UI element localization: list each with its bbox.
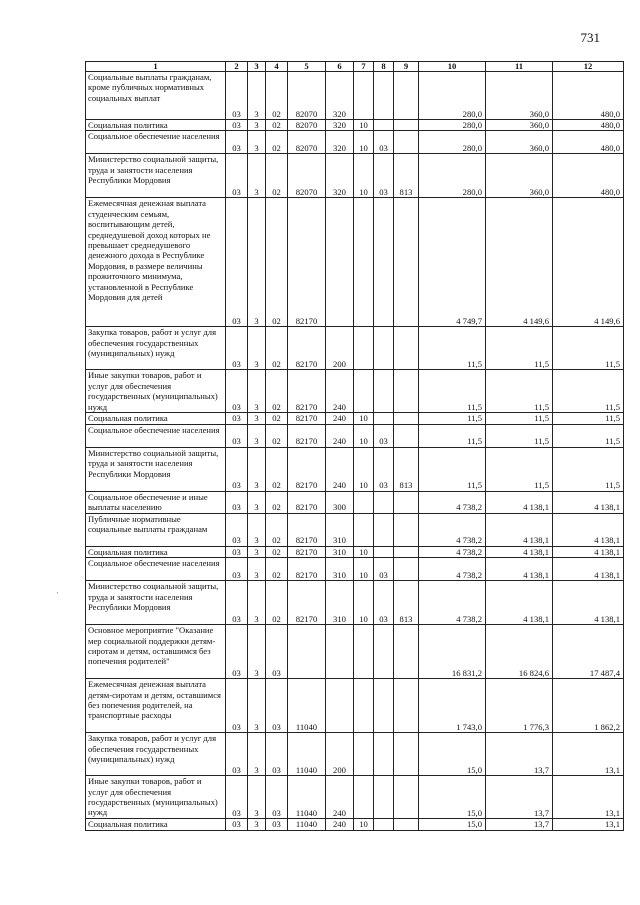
budget-table: [85, 61, 624, 831]
amount-year-1: 16 831,2: [419, 625, 486, 679]
code-section: [354, 513, 374, 546]
code-subsection: [374, 513, 394, 546]
table-row: [86, 327, 624, 370]
code-subsection: [374, 625, 394, 679]
code-department: [394, 625, 419, 679]
code-subprogram: 03: [266, 819, 288, 830]
code-subprogram: 02: [266, 513, 288, 546]
code-subprogram: 02: [266, 558, 288, 581]
code-section: 10: [354, 447, 374, 491]
table-row: [86, 72, 624, 120]
code-direction: 82170: [288, 546, 326, 557]
code-subprogram: 03: [266, 776, 288, 819]
row-name: Министерство социальной защиты, труда и занятости населения Республики Мордовия: [86, 154, 226, 198]
code-ministry: 03: [226, 131, 248, 154]
code-expense-type: [326, 198, 354, 327]
row-name: Иные закупки товаров, работ и услуг для обеспечения государственных (муниципальных) нужд: [86, 776, 226, 819]
amount-year-3: 13,1: [553, 776, 624, 819]
amount-year-2: 1 776,3: [486, 679, 553, 733]
amount-year-3: 11,5: [553, 447, 624, 491]
code-department: [394, 513, 419, 546]
table-row: [86, 370, 624, 413]
row-name: Социальное обеспечение населения: [86, 131, 226, 154]
amount-year-1: 15,0: [419, 776, 486, 819]
row-name: Социальные выплаты гражданам, кроме публичных нормативных социальных выплат: [86, 72, 226, 120]
code-subsection: 03: [374, 581, 394, 625]
code-ministry: 03: [226, 120, 248, 131]
code-department: [394, 72, 419, 120]
header-col-2: 2: [226, 62, 248, 72]
row-name: Министерство социальной защиты, труда и занятости населения Республики Мордовия: [86, 581, 226, 625]
code-expense-type: 240: [326, 819, 354, 830]
table-row: [86, 513, 624, 546]
table-row: [86, 581, 624, 625]
code-program: 3: [248, 491, 266, 513]
amount-year-2: 11,5: [486, 370, 553, 413]
table-row: [86, 776, 624, 819]
code-direction: 82170: [288, 447, 326, 491]
amount-year-3: 480,0: [553, 120, 624, 131]
code-department: [394, 558, 419, 581]
header-col-6: 6: [326, 62, 354, 72]
code-direction: [288, 625, 326, 679]
code-subsection: [374, 733, 394, 776]
code-direction: 82170: [288, 558, 326, 581]
header-col-5: 5: [288, 62, 326, 72]
code-subsection: [374, 819, 394, 830]
code-direction: 11040: [288, 819, 326, 830]
code-section: 10: [354, 413, 374, 424]
code-ministry: 03: [226, 546, 248, 557]
code-section: [354, 370, 374, 413]
code-ministry: 03: [226, 154, 248, 198]
code-direction: 11040: [288, 776, 326, 819]
code-program: 3: [248, 413, 266, 424]
amount-year-3: 480,0: [553, 131, 624, 154]
code-subprogram: 03: [266, 679, 288, 733]
code-direction: 82070: [288, 154, 326, 198]
code-ministry: 03: [226, 581, 248, 625]
code-subsection: 03: [374, 447, 394, 491]
code-subsection: [374, 546, 394, 557]
row-name: Основное мероприятие "Оказание мер социальной поддержки детям-сиротам и детям, оставшимся без попечения родителей": [86, 625, 226, 679]
table-row: [86, 131, 624, 154]
code-department: [394, 424, 419, 447]
amount-year-2: 4 138,1: [486, 491, 553, 513]
page-number: 731: [580, 30, 600, 45]
amount-year-3: 11,5: [553, 413, 624, 424]
amount-year-2: 4 149,6: [486, 198, 553, 327]
code-subprogram: 02: [266, 413, 288, 424]
amount-year-1: 15,0: [419, 819, 486, 830]
code-expense-type: 200: [326, 327, 354, 370]
code-subprogram: 02: [266, 198, 288, 327]
code-ministry: 03: [226, 776, 248, 819]
amount-year-2: 11,5: [486, 327, 553, 370]
amount-year-3: 11,5: [553, 327, 624, 370]
code-expense-type: 320: [326, 154, 354, 198]
code-department: [394, 370, 419, 413]
amount-year-2: 11,5: [486, 447, 553, 491]
code-department: [394, 819, 419, 830]
row-name: Ежемесячная денежная выплата студенческим семьям, воспитывающим детей, среднедушевой доход которых не превышает среднедушевого денежного дохода в Республике Мордовия, в размере величины прожиточного минимума, установленной в Республике Мордовия для детей: [86, 198, 226, 327]
code-subsection: [374, 327, 394, 370]
code-direction: 82070: [288, 72, 326, 120]
code-department: 813: [394, 154, 419, 198]
table-row: [86, 625, 624, 679]
row-name: Социальная политика: [86, 819, 226, 830]
table-row: [86, 120, 624, 131]
table-row: [86, 679, 624, 733]
code-subsection: [374, 491, 394, 513]
row-name: Социальное обеспечение населения: [86, 558, 226, 581]
header-col-1: 1: [86, 62, 226, 72]
amount-year-2: 360,0: [486, 72, 553, 120]
code-ministry: 03: [226, 413, 248, 424]
code-expense-type: 310: [326, 558, 354, 581]
code-program: 3: [248, 581, 266, 625]
header-col-8: 8: [374, 62, 394, 72]
amount-year-2: 360,0: [486, 131, 553, 154]
amount-year-2: 360,0: [486, 154, 553, 198]
code-section: [354, 625, 374, 679]
table-row: [86, 733, 624, 776]
code-program: 3: [248, 131, 266, 154]
code-ministry: 03: [226, 198, 248, 327]
row-name: Социальное обеспечение и иные выплаты населению: [86, 491, 226, 513]
code-expense-type: 240: [326, 370, 354, 413]
amount-year-1: 4 749,7: [419, 198, 486, 327]
code-subsection: [374, 413, 394, 424]
row-name: Социальная политика: [86, 413, 226, 424]
amount-year-2: 13,7: [486, 776, 553, 819]
amount-year-3: 11,5: [553, 370, 624, 413]
code-program: 3: [248, 558, 266, 581]
code-ministry: 03: [226, 679, 248, 733]
code-direction: 11040: [288, 679, 326, 733]
code-section: [354, 327, 374, 370]
code-subprogram: 03: [266, 625, 288, 679]
amount-year-1: 1 743,0: [419, 679, 486, 733]
amount-year-3: 4 138,1: [553, 546, 624, 557]
code-department: [394, 491, 419, 513]
header-col-9: 9: [394, 62, 419, 72]
table-row: [86, 558, 624, 581]
table-row: [86, 447, 624, 491]
code-department: 813: [394, 447, 419, 491]
amount-year-2: 4 138,1: [486, 546, 553, 557]
amount-year-3: 4 138,1: [553, 558, 624, 581]
header-col-7: 7: [354, 62, 374, 72]
code-expense-type: 200: [326, 733, 354, 776]
code-ministry: 03: [226, 733, 248, 776]
amount-year-1: 11,5: [419, 370, 486, 413]
code-ministry: 03: [226, 491, 248, 513]
code-direction: 82170: [288, 198, 326, 327]
table-row: [86, 413, 624, 424]
row-name: Закупка товаров, работ и услуг для обеспечения государственных (муниципальных) нужд: [86, 327, 226, 370]
code-direction: 82170: [288, 513, 326, 546]
code-program: 3: [248, 513, 266, 546]
code-program: 3: [248, 776, 266, 819]
code-direction: 82070: [288, 120, 326, 131]
code-department: [394, 131, 419, 154]
code-ministry: 03: [226, 558, 248, 581]
amount-year-1: 4 738,2: [419, 546, 486, 557]
code-expense-type: 310: [326, 581, 354, 625]
amount-year-1: 280,0: [419, 154, 486, 198]
code-expense-type: [326, 679, 354, 733]
code-subprogram: 02: [266, 131, 288, 154]
code-section: 10: [354, 131, 374, 154]
code-expense-type: 320: [326, 72, 354, 120]
code-department: [394, 327, 419, 370]
code-subsection: [374, 370, 394, 413]
code-subprogram: 02: [266, 424, 288, 447]
code-ministry: 03: [226, 72, 248, 120]
amount-year-3: 4 138,1: [553, 581, 624, 625]
amount-year-3: 4 149,6: [553, 198, 624, 327]
code-section: 10: [354, 154, 374, 198]
code-program: 3: [248, 370, 266, 413]
amount-year-2: 360,0: [486, 120, 553, 131]
amount-year-1: 4 738,2: [419, 491, 486, 513]
amount-year-1: 11,5: [419, 327, 486, 370]
code-program: 3: [248, 120, 266, 131]
code-section: [354, 198, 374, 327]
code-department: [394, 546, 419, 557]
table-row: [86, 491, 624, 513]
header-col-3: 3: [248, 62, 266, 72]
code-section: 10: [354, 546, 374, 557]
code-expense-type: 310: [326, 546, 354, 557]
code-department: [394, 120, 419, 131]
amount-year-3: 4 138,1: [553, 513, 624, 546]
amount-year-1: 280,0: [419, 120, 486, 131]
code-expense-type: 320: [326, 131, 354, 154]
amount-year-2: 4 138,1: [486, 558, 553, 581]
table-row: [86, 424, 624, 447]
amount-year-1: 280,0: [419, 131, 486, 154]
code-department: [394, 198, 419, 327]
code-section: [354, 72, 374, 120]
amount-year-3: 11,5: [553, 424, 624, 447]
code-expense-type: 240: [326, 424, 354, 447]
code-expense-type: 240: [326, 447, 354, 491]
code-subsection: [374, 120, 394, 131]
amount-year-2: 4 138,1: [486, 513, 553, 546]
code-ministry: 03: [226, 625, 248, 679]
code-program: 3: [248, 424, 266, 447]
header-col-4: 4: [266, 62, 288, 72]
code-direction: 82170: [288, 413, 326, 424]
code-section: 10: [354, 819, 374, 830]
code-program: 3: [248, 327, 266, 370]
code-subprogram: 02: [266, 491, 288, 513]
amount-year-1: 4 738,2: [419, 558, 486, 581]
code-ministry: 03: [226, 513, 248, 546]
code-expense-type: 240: [326, 776, 354, 819]
code-program: 3: [248, 819, 266, 830]
row-name: Иные закупки товаров, работ и услуг для обеспечения государственных (муниципальных) нужд: [86, 370, 226, 413]
code-program: 3: [248, 679, 266, 733]
code-section: [354, 776, 374, 819]
amount-year-1: 11,5: [419, 447, 486, 491]
amount-year-2: 13,7: [486, 819, 553, 830]
row-name: Публичные нормативные социальные выплаты гражданам: [86, 513, 226, 546]
code-ministry: 03: [226, 327, 248, 370]
code-subprogram: 02: [266, 447, 288, 491]
code-program: 3: [248, 733, 266, 776]
code-subsection: 03: [374, 131, 394, 154]
code-section: 10: [354, 424, 374, 447]
table-body: [86, 72, 624, 831]
code-ministry: 03: [226, 424, 248, 447]
code-program: 3: [248, 546, 266, 557]
code-subsection: [374, 776, 394, 819]
code-subsection: [374, 679, 394, 733]
code-expense-type: [326, 625, 354, 679]
amount-year-3: 1 862,2: [553, 679, 624, 733]
code-program: 3: [248, 625, 266, 679]
amount-year-1: 11,5: [419, 413, 486, 424]
amount-year-3: 17 487,4: [553, 625, 624, 679]
row-name: Социальная политика: [86, 546, 226, 557]
code-subprogram: 02: [266, 370, 288, 413]
row-name: Ежемесячная денежная выплата детям-сиротам и детям, оставшимся без попечения родителей, на транспортные расходы: [86, 679, 226, 733]
table-row: [86, 198, 624, 327]
code-direction: 82170: [288, 327, 326, 370]
code-ministry: 03: [226, 447, 248, 491]
code-section: [354, 733, 374, 776]
amount-year-1: 11,5: [419, 424, 486, 447]
code-expense-type: 300: [326, 491, 354, 513]
code-section: 10: [354, 581, 374, 625]
code-subprogram: 02: [266, 546, 288, 557]
code-direction: 82170: [288, 581, 326, 625]
code-program: 3: [248, 198, 266, 327]
amount-year-1: 15,0: [419, 733, 486, 776]
amount-year-2: 16 824,6: [486, 625, 553, 679]
code-direction: 82170: [288, 370, 326, 413]
code-expense-type: 240: [326, 413, 354, 424]
table-row: [86, 546, 624, 557]
code-section: 10: [354, 120, 374, 131]
code-section: [354, 491, 374, 513]
code-direction: 82070: [288, 131, 326, 154]
amount-year-1: 4 738,2: [419, 513, 486, 546]
row-name: Закупка товаров, работ и услуг для обеспечения государственных (муниципальных) нужд: [86, 733, 226, 776]
amount-year-2: 13,7: [486, 733, 553, 776]
code-program: 3: [248, 154, 266, 198]
code-section: 10: [354, 558, 374, 581]
row-name: Социальная политика: [86, 120, 226, 131]
amount-year-3: 13,1: [553, 733, 624, 776]
amount-year-3: 4 138,1: [553, 491, 624, 513]
header-col-11: 11: [486, 62, 553, 72]
code-program: 3: [248, 72, 266, 120]
code-department: [394, 679, 419, 733]
code-department: [394, 776, 419, 819]
code-department: [394, 733, 419, 776]
code-ministry: 03: [226, 819, 248, 830]
header-col-12: 12: [553, 62, 624, 72]
code-expense-type: 320: [326, 120, 354, 131]
code-direction: 82170: [288, 491, 326, 513]
amount-year-3: 480,0: [553, 72, 624, 120]
amount-year-3: 13,1: [553, 819, 624, 830]
amount-year-2: 11,5: [486, 424, 553, 447]
table-row: [86, 819, 624, 830]
row-name: Министерство социальной защиты, труда и занятости населения Республики Мордовия: [86, 447, 226, 491]
amount-year-1: 280,0: [419, 72, 486, 120]
row-name: Социальное обеспечение населения: [86, 424, 226, 447]
amount-year-3: 480,0: [553, 154, 624, 198]
code-subsection: 03: [374, 154, 394, 198]
amount-year-2: 11,5: [486, 413, 553, 424]
code-subsection: [374, 198, 394, 327]
code-subprogram: 03: [266, 733, 288, 776]
code-direction: 11040: [288, 733, 326, 776]
code-subprogram: 02: [266, 327, 288, 370]
code-direction: 82170: [288, 424, 326, 447]
table-row: [86, 154, 624, 198]
code-expense-type: 310: [326, 513, 354, 546]
code-section: [354, 679, 374, 733]
amount-year-1: 4 738,2: [419, 581, 486, 625]
code-program: 3: [248, 447, 266, 491]
code-subprogram: 02: [266, 581, 288, 625]
code-department: [394, 413, 419, 424]
code-subprogram: 02: [266, 120, 288, 131]
code-subsection: 03: [374, 424, 394, 447]
code-ministry: 03: [226, 370, 248, 413]
code-subprogram: 02: [266, 154, 288, 198]
code-subsection: 03: [374, 558, 394, 581]
amount-year-2: 4 138,1: [486, 581, 553, 625]
header-row: [86, 62, 624, 72]
code-subsection: [374, 72, 394, 120]
header-col-10: 10: [419, 62, 486, 72]
code-department: 813: [394, 581, 419, 625]
code-subprogram: 02: [266, 72, 288, 120]
